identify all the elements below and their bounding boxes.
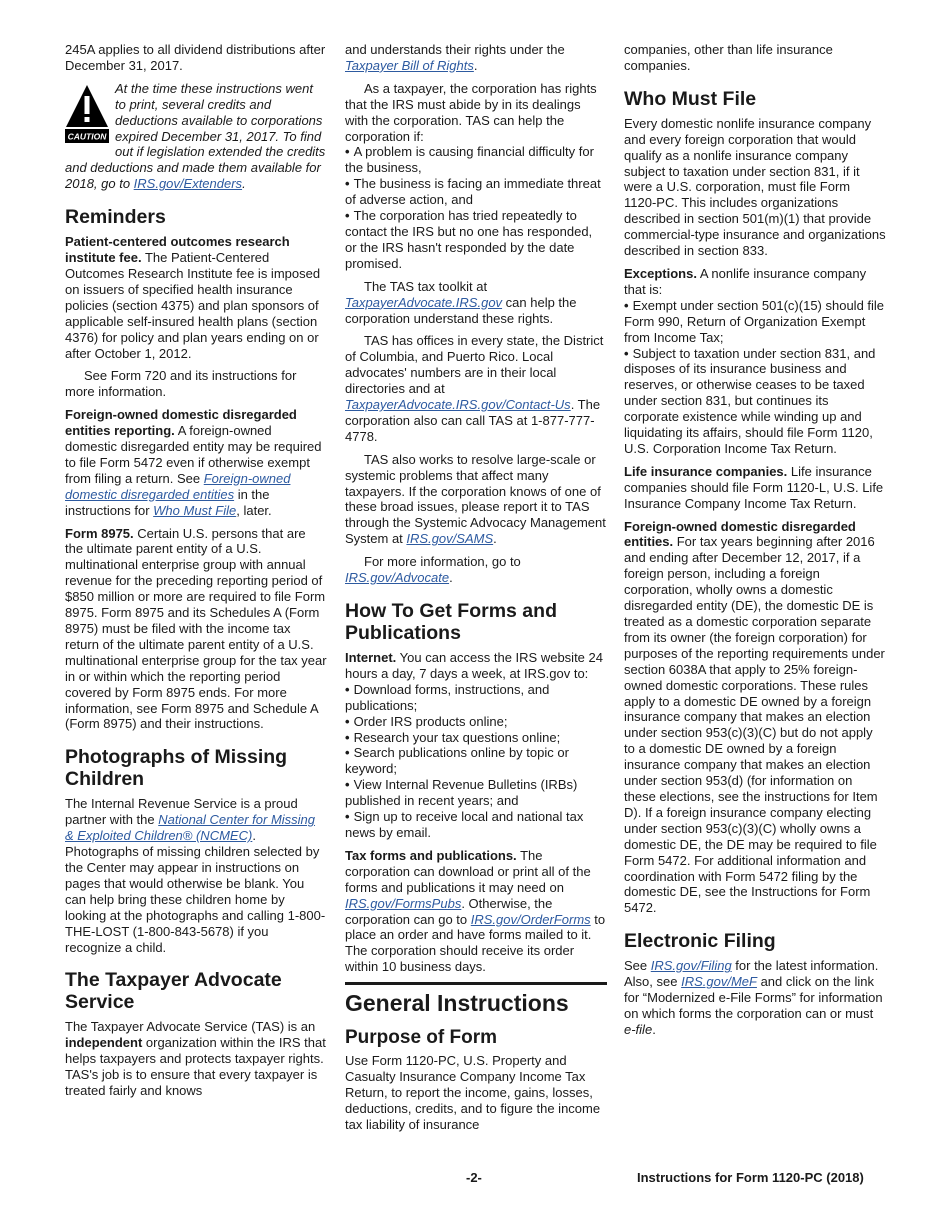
purpose-heading: Purpose of Form	[345, 1027, 498, 1049]
who-must-file-heading: Who Must File	[624, 87, 757, 110]
who-must-file-paragraph: Every domestic nonlife insurance company and every foreign corporation that would qualify as a nonlife insurance company subject to taxation under section 831, if it were a U.S. corporation, must file Form 1120-PC. This includes organizations described in section 501(m)(1) that provide commercial-type insurance and organizations described in section 833.	[624, 115, 886, 259]
list-item: • A problem is causing financial difficulty for the business,	[345, 144, 594, 176]
reminders-heading: Reminders	[65, 206, 166, 229]
list-item: • Research your tax questions online;	[345, 729, 561, 745]
extenders-link[interactable]: IRS.gov/Extenders	[133, 176, 243, 192]
footer-title: Instructions for Form 1120-PC (2018)	[637, 1170, 864, 1185]
column-3	[624, 42, 886, 1045]
offices-paragraph: TAS has offices in every state, the District of Columbia, and Puerto Rico. Local advocates' numbers are in their local directories and at TaxpayerAdvocate.IRS.gov/Contact-Us. The corporation also can call TAS at 1-877-777-4778.	[345, 333, 604, 444]
caution-note: CAUTION At the time these instructions went to print, several credits and deductions available to corporations expired December 31, 2017. To find out if legislation extended the credits and deductions and made them available for 2018, go to IRS.gov/Extenders.	[65, 80, 326, 192]
electronic-filing-heading: Electronic Filing	[624, 930, 776, 953]
page-number: -2-	[466, 1170, 482, 1185]
list-item: • Sign up to receive local and national tax news by email.	[345, 809, 584, 840]
taxpayer-advocate-link[interactable]: TaxpayerAdvocate.IRS.gov	[345, 294, 503, 310]
list-item: • Download forms, instructions, and publications;	[345, 681, 550, 713]
column-1	[65, 42, 327, 1106]
contact-us-link[interactable]: TaxpayerAdvocate.IRS.gov/Contact-Us	[345, 397, 571, 413]
electronic-filing-paragraph: See IRS.gov/Filing for the latest information. Also, see IRS.gov/MeF and click on the link for “Modernized e-File Forms” for information on which forms the corporation can or must e-file.	[624, 958, 883, 1037]
list-item: • Exempt under section 501(c)(15) should file Form 990, Return of Organization Exempt from Income Tax;	[624, 297, 885, 345]
list-item: • Search publications online by topic or keyword;	[345, 745, 569, 777]
intro-paragraph: 245A applies to all dividend distributions after December 31, 2017.	[65, 42, 326, 73]
advocate-link[interactable]: IRS.gov/Advocate	[345, 570, 450, 586]
exceptions-paragraph: Exceptions. A nonlife insurance company that is:	[624, 265, 867, 297]
formspubs-link[interactable]: IRS.gov/FormsPubs	[345, 895, 462, 911]
purpose-paragraph: Use Form 1120-PC, U.S. Property and Casualty Insurance Company Income Tax Return, to report the income, gains, losses, deductions, credits, and to figure the income tax liability of insurance	[345, 1053, 601, 1132]
caution-text: At the time these instructions went to print, several credits and deductions available to corporations expired December 31, 2017. To find out if legislation extended the credits and deductions and made them available for 2018, go to	[65, 80, 326, 192]
tas-paragraph: The Taxpayer Advocate Service (TAS) is an independent organization within the IRS that helps taxpayers and protects taxpayer rights. TAS's job is to ensure that every taxpayer is treated fairly and knows	[65, 1019, 326, 1099]
more-info-paragraph: For more information, go to IRS.gov/Advocate.	[345, 554, 521, 586]
fode-link[interactable]: Foreign-owned domestic disregarded entities	[65, 470, 291, 502]
sams-link[interactable]: IRS.gov/SAMS	[406, 531, 494, 547]
list-item: • The business is facing an immediate threat of adverse action, and	[345, 176, 601, 208]
taxpayer-advocate-heading: The Taxpayer Advocate Service	[65, 969, 282, 1014]
photographs-paragraph: The Internal Revenue Service is a proud partner with the National Center for Missing & Exploited Children® (NCMEC). Photographs of missing children selected by the Center may appear in instructions on pages that would otherwise be blank. You can help bring these children home by looking at the photographs and calling 1-800-THE-LOST (1-800-843-5678) if you recognize a child.	[65, 796, 326, 955]
ncmec-link[interactable]: National Center for Missing & Exploited Children® (NCMEC)	[65, 812, 316, 844]
fode-reporting-paragraph: Foreign-owned domestic disregarded entities reporting. A foreign-owned domestic disregarded entity may be required to file Form 5472 even if otherwise exempt from filing a return. See Foreign-owned domestic disregarded entities in the instructions for Who Must File, later.	[65, 407, 322, 518]
svg-text:CAUTION: CAUTION	[67, 131, 107, 142]
form-8975-paragraph: Form 8975. Certain U.S. persons that are the ultimate parent entity of a U.S. multinational enterprise group with annual revenue for the preceding reporting period of $850 million or more are required to file Form 8975. Form 8975 and its Schedules A (Form 8975) must be filed with the income tax return of the ultimate parent entity of a U.S. multinational enterprise group for the tax year in or within which the reporting period covered by Form 8975 ends. For more information, see Form 8975 and Schedule A (Form 8975) and their instructions.	[65, 525, 327, 732]
list-item: • Subject to taxation under section 831, and disposes of its insurance business and reserves, or otherwise ceases to be taxed under section 831, but continues its corporate existence while winding up and liquidating its affairs, should file Form 1120, U.S. Corporation Income Tax Return.	[624, 345, 876, 456]
list-item: • View Internal Revenue Bulletins (IRBs) published in recent years; and	[345, 777, 578, 809]
who-must-file-link[interactable]: Who Must File	[153, 502, 237, 518]
tas-help-intro: As a taxpayer, the corporation has rights that the IRS must abide by in its dealings with the corporation. TAS can help the corporation if:	[345, 80, 597, 144]
purpose-continued: companies, other than life insurance companies.	[624, 42, 833, 73]
filing-link[interactable]: IRS.gov/Filing	[650, 958, 732, 974]
sams-paragraph: TAS also works to resolve large-scale or systemic problems that affect many taxpayers. If the corporation knows of one of these broad issues, please report it to TAS through the Systemic Advocacy Management System at IRS.gov/SAMS.	[345, 451, 606, 547]
internet-paragraph: Internet. You can access the IRS website 24 hours a day, 7 days a week, at IRS.gov to:	[345, 650, 603, 681]
tas-continued: and understands their rights under the Taxpayer Bill of Rights.	[345, 42, 565, 73]
pcori-paragraph: Patient-centered outcomes research institute fee. The Patient-Centered Outcomes Research Institute fee is imposed on issuers of specified health insurance policies (section 4375) and plan sponsors of applicable self-insured health plans (section 4376) for policy and plan years ending on or after October 1, 2012.	[65, 234, 321, 361]
fode-paragraph: Foreign-owned domestic disregarded entities. For tax years beginning after 2016 and ending after December 12, 2017, if a foreign person, including a foreign corporation, wholly owns a domestic disregarded entity (DE), the domestic DE is treated as a domestic corporation separate from its owner (the foreign corporation) for purposes of the reporting requirements under section 6038A that apply to 25% foreign-owned domestic corporations. These rules apply to a domestic DE owned by a foreign insurance company that makes an election under section 953(c)(3)(C) but do not apply to a domestic DE owned by a foreign insurance company that makes an election under section 953(d) (for information on these elections, see the instructions for Item D). If a foreign insurance company electing under section 953(c)(3)(C) wholly owns a domestic DE, the DE may be required to file Form 5472. For additional information and coordination with Form 5472 filing by the domestic DE, see the Instructions for Form 5472.	[624, 518, 885, 916]
caution-icon	[65, 83, 109, 145]
bill-of-rights-link[interactable]: Taxpayer Bill of Rights	[345, 57, 474, 73]
life-insurance-paragraph: Life insurance companies. Life insurance companies should file Form 1120-L, U.S. Life Insurance Company Income Tax Return.	[624, 463, 884, 511]
toolkit-paragraph: The TAS tax toolkit at TaxpayerAdvocate.IRS.gov can help the corporation understand these rights.	[345, 278, 577, 326]
see-form-720: See Form 720 and its instructions for more information.	[65, 368, 297, 400]
mef-link[interactable]: IRS.gov/MeF	[681, 974, 757, 990]
list-item: • The corporation has tried repeatedly to contact the IRS but no one has responded, or the IRS hasn't responded by the date promised.	[345, 208, 593, 271]
general-instructions-heading: General Instructions	[345, 982, 607, 1017]
list-item: • Order IRS products online;	[345, 713, 508, 729]
column-2	[345, 42, 607, 1140]
photographs-heading: Photographs of Missing Children	[65, 746, 288, 791]
forms-heading: How To Get Forms and Publications	[345, 600, 557, 644]
orderforms-link[interactable]: IRS.gov/OrderForms	[470, 911, 591, 927]
tax-forms-paragraph: Tax forms and publications. The corporation can download or print all of the forms and publications it may need on IRS.gov/FormsPubs. Otherwise, the corporation can go to IRS.gov/OrderForms to place an order and have forms mailed to it. The corporation should receive its order within 10 business days.	[345, 847, 606, 975]
